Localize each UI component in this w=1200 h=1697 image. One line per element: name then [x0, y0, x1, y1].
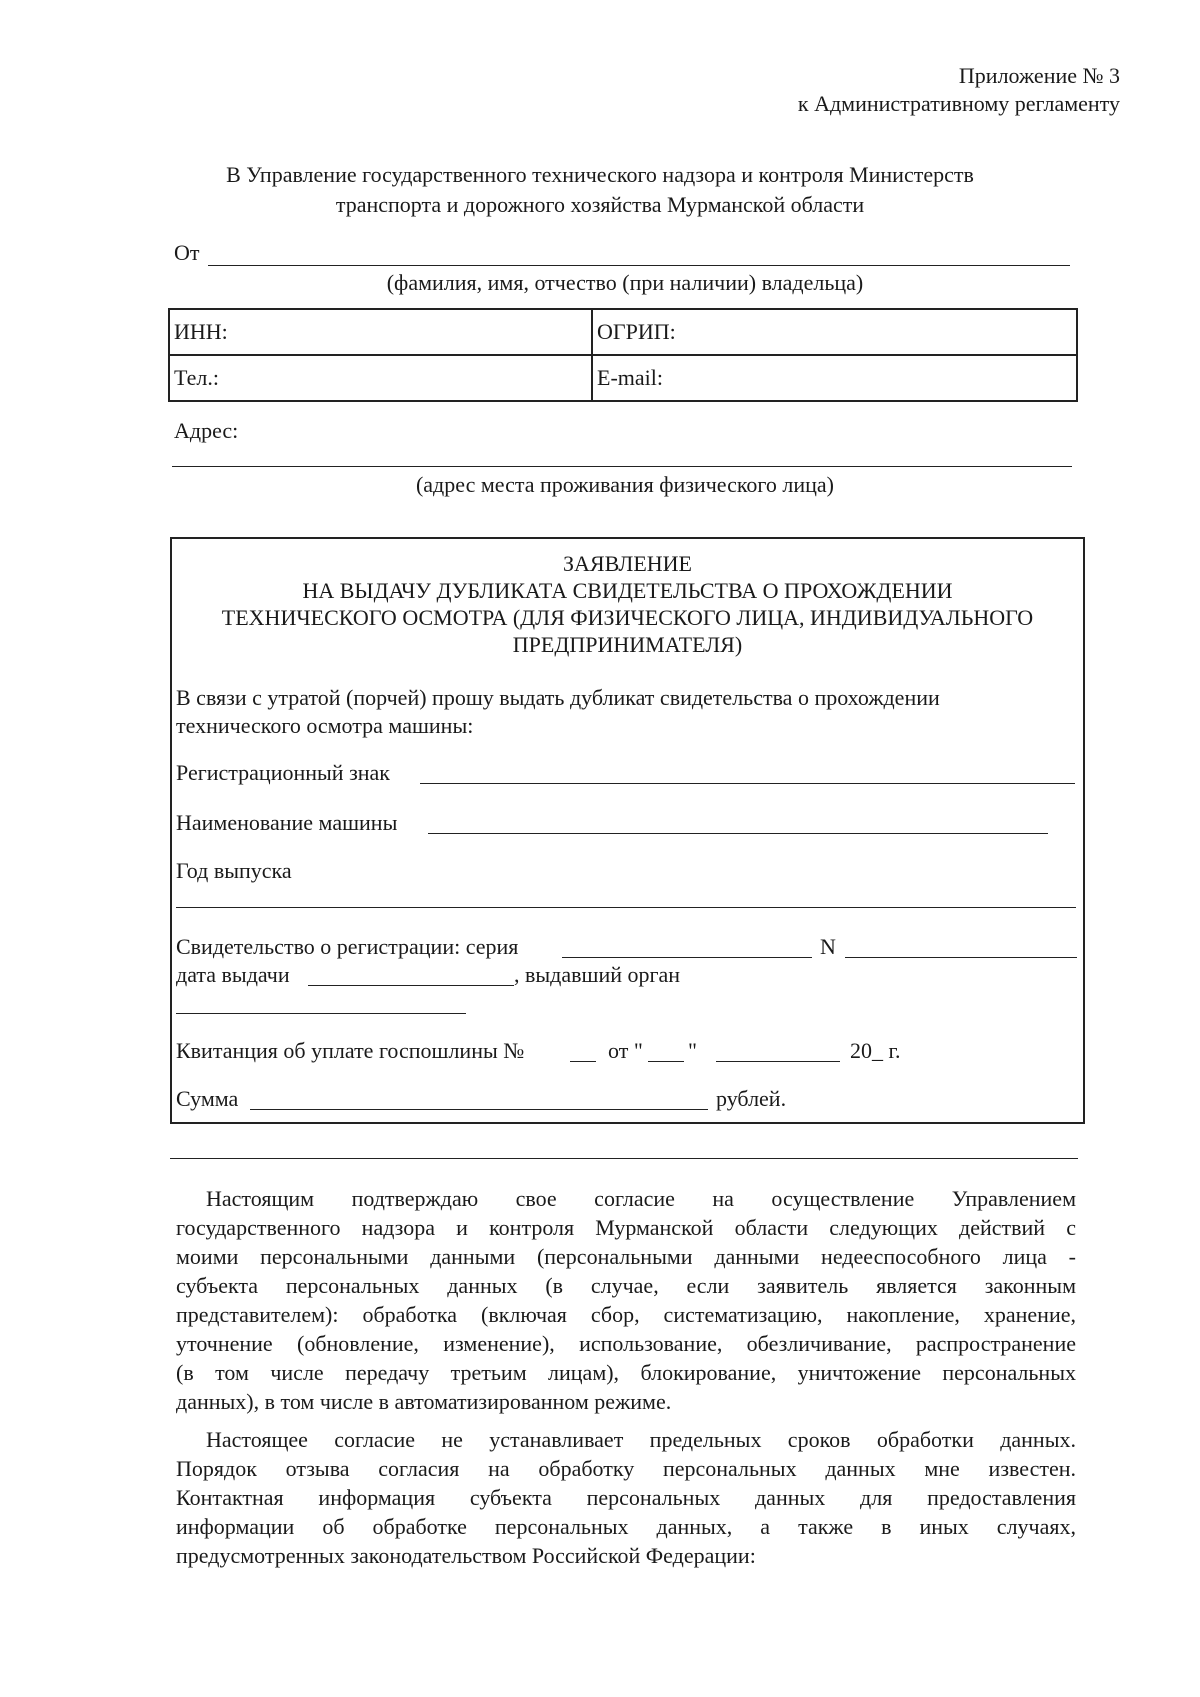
email-cell[interactable]	[592, 355, 1077, 401]
from-caption: (фамилия, имя, отчество (при наличии) владельца)	[386, 270, 864, 295]
inn-cell[interactable]	[169, 309, 592, 355]
issue-date-field-line[interactable]	[308, 985, 514, 986]
cert-number-field-line[interactable]	[845, 957, 1077, 958]
consent-p1-line8: данных), в том числе в автоматизированном режиме.	[176, 1389, 672, 1414]
machine-name-label: Наименование машины	[176, 810, 398, 835]
year-label: Год выпуска	[176, 858, 292, 883]
year-field-line[interactable]	[176, 907, 1076, 908]
reg-sign-label: Регистрационный знак	[176, 760, 390, 785]
appendix-header	[798, 62, 1120, 118]
email-label: E-mail:	[597, 365, 663, 390]
receipt-day-field-line[interactable]	[648, 1061, 684, 1062]
appendix-reference: к Административному регламенту	[797, 91, 1120, 116]
application-title	[172, 550, 1083, 658]
from-label: От	[174, 240, 200, 265]
receipt-label: Квитанция об уплате госпошлины №	[176, 1038, 525, 1063]
sum-label: Сумма	[176, 1086, 239, 1111]
application-title-line4: ПРЕДПРИНИМАТЕЛЯ)	[512, 632, 743, 657]
receipt-from-label: от "	[608, 1038, 643, 1063]
owner-info-table	[168, 308, 1078, 402]
issuer-label: , выдавший орган	[514, 962, 681, 987]
consent-p1-line7: (в том числе передачу третьим лицам), блокирование, уничтожение персональных	[176, 1360, 1076, 1385]
address-caption: (адрес места проживания физического лица)	[415, 472, 835, 497]
address-label: Адрес:	[174, 418, 239, 443]
sum-unit-label: рублей.	[716, 1086, 787, 1111]
receipt-year-label: 20_ г.	[850, 1038, 901, 1063]
application-title-line1: ЗАЯВЛЕНИЕ	[563, 551, 692, 576]
application-intro-line2: технического осмотра машины:	[176, 713, 474, 738]
phone-cell[interactable]	[169, 355, 592, 401]
addressee-block	[160, 160, 1040, 220]
consent-paragraph-2	[176, 1425, 1076, 1570]
addressee-line1: В Управление государственного технического надзора и контроля Министерств	[226, 162, 974, 187]
receipt-number-field-line[interactable]	[570, 1061, 596, 1062]
reg-sign-field-line[interactable]	[420, 783, 1075, 784]
consent-p2-line5: предусмотренных законодательством Российской Федерации:	[176, 1543, 756, 1568]
consent-p2-line2: Порядок отзыва согласия на обработку персональных данных мне известен.	[176, 1456, 1076, 1481]
cert-series-label: Свидетельство о регистрации: серия	[176, 934, 519, 959]
consent-p1-line6: уточнение (обновление, изменение), использование, обезличивание, распространение	[176, 1331, 1076, 1356]
appendix-number: Приложение № 3	[958, 63, 1120, 88]
consent-p1-line1: Настоящим подтверждаю свое согласие на осуществление Управлением	[206, 1186, 1076, 1211]
addressee-line2: транспорта и дорожного хозяйства Мурманской области	[335, 192, 865, 217]
consent-p1-line3: моими персональными данными (персональными данными недееспособного лица -	[176, 1244, 1076, 1269]
ogrip-label: ОГРИП:	[597, 319, 676, 344]
machine-name-field-line[interactable]	[428, 833, 1048, 834]
consent-p1-line5: представителем): обработка (включая сбор, систематизацию, накопление, хранение,	[176, 1302, 1076, 1327]
issue-date-label: дата выдачи	[176, 962, 290, 987]
from-field-line[interactable]	[208, 265, 1070, 266]
issuer-field-line[interactable]	[176, 1013, 466, 1014]
application-intro	[176, 684, 940, 740]
phone-label: Тел.:	[174, 365, 219, 390]
signature-field-line[interactable]	[170, 1158, 1078, 1159]
sum-field-line[interactable]	[250, 1109, 708, 1110]
address-field-line[interactable]	[172, 466, 1072, 467]
consent-p1-line2: государственного надзора и контроля Мурманской области следующих действий с	[176, 1215, 1076, 1240]
application-intro-line1: В связи с утратой (порчей) прошу выдать дубликат свидетельства о прохождении	[176, 685, 940, 710]
consent-p1-line4: субъекта персональных данных (в случае, если заявитель является законным	[176, 1273, 1076, 1298]
ogrip-cell[interactable]	[592, 309, 1077, 355]
inn-label: ИНН:	[174, 319, 228, 344]
consent-paragraph-1	[176, 1184, 1076, 1416]
consent-p2-line1: Настоящее согласие не устанавливает предельных сроков обработки данных.	[206, 1427, 1076, 1452]
cert-number-label: N	[820, 934, 836, 959]
receipt-month-field-line[interactable]	[716, 1061, 840, 1062]
application-title-line3: ТЕХНИЧЕСКОГО ОСМОТРА (ДЛЯ ФИЗИЧЕСКОГО ЛИЦА, ИНДИВИДУАЛЬНОГО	[221, 605, 1034, 630]
application-title-line2: НА ВЫДАЧУ ДУБЛИКАТА СВИДЕТЕЛЬСТВА О ПРОХОЖДЕНИИ	[302, 578, 953, 603]
cert-series-field-line[interactable]	[562, 957, 812, 958]
consent-p2-line4: информации об обработке персональных данных, а также в иных случаях,	[176, 1514, 1076, 1539]
receipt-quote: "	[688, 1038, 697, 1063]
consent-p2-line3: Контактная информация субъекта персональных данных для предоставления	[176, 1485, 1076, 1510]
